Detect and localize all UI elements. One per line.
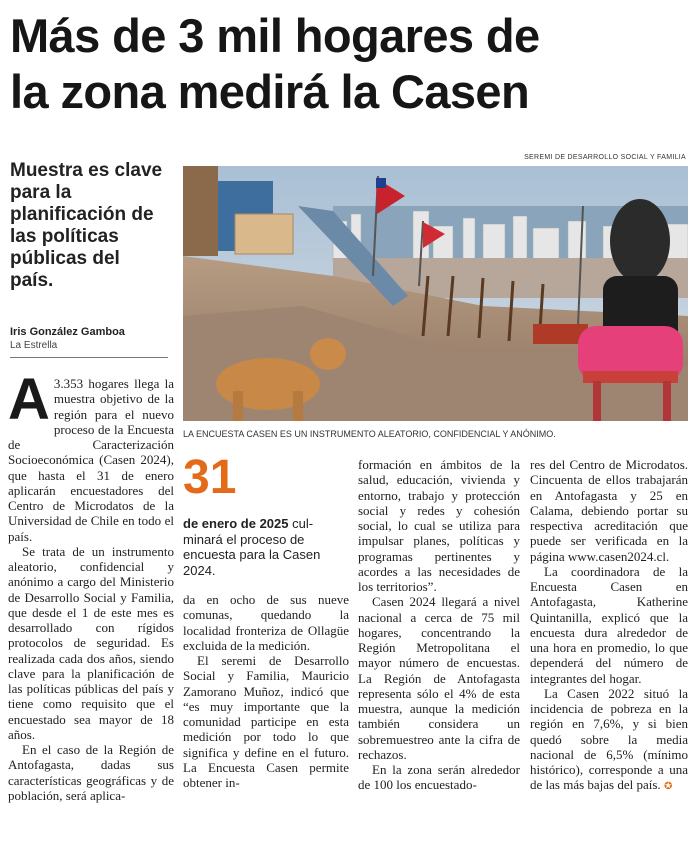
article-photo [183, 166, 688, 421]
headline-line-1: Más de 3 mil hogares de [10, 9, 540, 62]
lead-line: planificación de [10, 204, 154, 225]
paragraph: Casen 2024 llegará a nivel nacional a cerca de 75 mil hogares, concentrando la Región Metropolitana el mayor número de encuestas. La Región de Antofagasta representa sólo el 4% de esta muestra, aunque la medición también considera un sobremuestreo ante la cifra de rechazos. [358, 594, 520, 762]
lead-subheading [10, 160, 170, 292]
highlight-bold: de enero de 2025 [183, 516, 289, 531]
paragraph: El seremi de Desarrollo Social y Familia, Mauricio Zamorano Muñoz, indicó que “es muy importante que la comunidad participe en esta medición por todo lo que significa y define en el futuro. La Encuesta Casen permite obtener in- [183, 653, 349, 790]
byline-divider [10, 357, 168, 358]
drop-cap: A [8, 367, 50, 432]
highlight-rest: cul- [288, 516, 314, 531]
paragraph: da en ocho de sus nueve comunas, quedando la localidad fronteriza de Ollagüe excluida de la medición. [183, 592, 349, 653]
paragraph: formación en ámbitos de la salud, educación, vivienda y entorno, trabajo y protección social y redes y cohesión social, lo cual se utiliza para impulsar planes, políticas y programas pertinentes y acordes a las necesidades de los territorios”. [358, 457, 520, 594]
paragraph: res del Centro de Microdatos. Cincuenta de ellos trabajarán en Antofagasta y 25 en Calama, debiendo portar su respectiva acreditación que puede ser verificada en la página www.casen2024.cl. [530, 457, 688, 564]
lead-line: públicas del [10, 248, 120, 269]
article-column-4 [530, 457, 688, 795]
paragraph: En el caso de la Región de Antofagasta, dadas sus características geográficas y de población, será aplica- [8, 742, 174, 803]
lead-line: para la [10, 182, 72, 203]
lead-line: Muestra es clave [10, 160, 163, 181]
paragraph-text: La Casen 2022 situó la incidencia de pobreza en la región en 7,6%, y si bien quedó sobre la media nacional de 6,5% (mínimo histórico), corresponde a una de las más bajas del país. [530, 685, 688, 793]
paragraph: La coordinadora de la Encuesta Casen en Antofagasta, Katherine Quintanilla, explicó que la encuesta dura alrededor de una hora en promedio, lo que dependerá del número de integrantes del hogar. [530, 563, 688, 686]
paragraph: 3.353 hogares llega la muestra objetivo de la región para el nuevo proceso de la Encuesta de Caracterización Socioeconómica (Casen 2024), que hasta el 31 de enero aplicarán encuestadores del Centro de Microdatos de la Universidad de Chile en todo el país. [8, 376, 174, 544]
highlight-text [183, 516, 353, 578]
author-name: Iris González Gamboa [10, 326, 125, 338]
paragraph: En la zona serán alrededor de 100 los encuestado- [358, 762, 520, 793]
highlight-number: 31 [183, 451, 237, 504]
article-column-1 [8, 367, 174, 803]
highlight-line: minará el proceso de [183, 531, 305, 547]
article-column-3 [358, 457, 520, 793]
photo-credit: SEREMI DE DESARROLLO SOCIAL Y FAMILIA [524, 154, 686, 161]
highlight-line: 2024. [183, 562, 216, 578]
article-column-2 [183, 592, 349, 790]
headline [10, 8, 690, 120]
paragraph [530, 686, 688, 795]
byline [10, 326, 168, 351]
paragraph: Se trata de un instrumento aleatorio, confidencial y anónimo a cargo del Ministerio de Desarrollo Social y Familia, que desde el 1 de este mes es desarrollado con rígidos protocolos de seguridad. Es realizada cada dos años, siendo clave para la planificación de las políticas públicas del país y tiene como requisito que el encuestado sea mayor de 18 años. [8, 543, 174, 742]
end-mark-icon: ✪ [663, 781, 673, 793]
highlight-line: encuesta para la Casen [183, 547, 321, 562]
lead-line: país. [10, 270, 54, 291]
photo-caption: LA ENCUESTA CASEN ES UN INSTRUMENTO ALEATORIO, CONFIDENCIAL Y ANÓNIMO. [183, 429, 556, 439]
lead-line: las políticas [10, 226, 119, 247]
outlet-name: La Estrella [10, 340, 58, 351]
headline-line-2: la zona medirá la Casen [10, 65, 530, 118]
